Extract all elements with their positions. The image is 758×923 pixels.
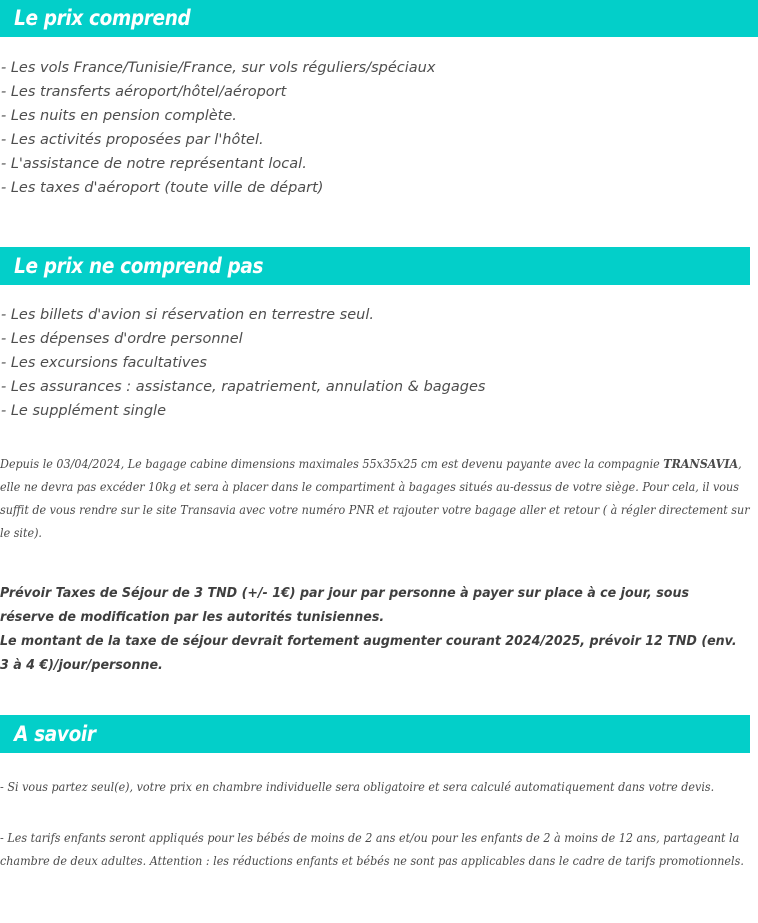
section-title-included: Le prix comprend (14, 6, 191, 30)
list-item: - Les taxes d'aéroport (toute ville de départ) (1, 180, 324, 196)
baggage-note-text-after: , elle ne devra pas excéder 10kg et sera à placer dans le compartiment à bagages situés au-dessus de votre siège. Pour cela, il vous suffit de vous rendre sur le site Transavia avec votre numéro PNR et rajouter votre bagage aller et retour ( à régler directement sur le site). (0, 456, 750, 541)
list-item: - Le supplément single (1, 403, 167, 419)
list-item: - Les excursions facultatives (1, 355, 207, 371)
section-header-included (0, 0, 758, 37)
list-item: - L'assistance de notre représentant local. (1, 156, 307, 172)
list-item: - Les vols France/Tunisie/France, sur vols réguliers/spéciaux (1, 60, 436, 76)
good-to-know-paragraph-child-rates: - Les tarifs enfants seront appliqués pour les bébés de moins de 2 ans et/ou pour les enfants de 2 à moins de 12 ans, partageant la chambre de deux adultes. Attention : les réductions enfants et bébés ne sont pas applicables dans le cadre de tarifs promotionnels. (0, 830, 744, 869)
section-title-good-to-know: A savoir (14, 721, 96, 746)
section-title-not-included: Le prix ne comprend pas (14, 253, 264, 278)
tourist-tax-notice-future: Le montant de la taxe de séjour devrait fortement augmenter courant 2024/2025, prévoir 12 TND (env. 3 à 4 €)/jour/personne. (0, 632, 737, 673)
included-items-list (0, 56, 435, 200)
list-item: - Les dépenses d'ordre personnel (1, 331, 243, 347)
list-item: - Les assurances : assistance, rapatriement, annulation & bagages (1, 379, 486, 395)
baggage-note-text-before: Depuis le 03/04/2024, Le bagage cabine dimensions maximales 55x35x25 cm est devenu payante avec la compagnie (0, 456, 664, 472)
list-item: - Les activités proposées par l'hôtel. (1, 132, 264, 148)
list-item: - Les transferts aéroport/hôtel/aéroport (1, 84, 287, 100)
list-item: - Les nuits en pension complète. (1, 108, 237, 124)
section-header-not-included (0, 247, 750, 285)
good-to-know-paragraph-single-room: - Si vous partez seul(e), votre prix en chambre individuelle sera obligatoire et sera calculé automatiquement dans votre devis. (0, 779, 715, 795)
not-included-items-list (0, 303, 485, 423)
tourist-tax-notice-current: Prévoir Taxes de Séjour de 3 TND (+/- 1€) par jour par personne à payer sur place à ce jour, sous réserve de modification par les autorités tunisiennes. (0, 584, 689, 625)
section-header-good-to-know (0, 715, 750, 753)
airline-brand-name: TRANSAVIA (663, 456, 739, 472)
baggage-policy-note (0, 452, 754, 544)
list-item: - Les billets d'avion si réservation en terrestre seul. (1, 307, 374, 323)
